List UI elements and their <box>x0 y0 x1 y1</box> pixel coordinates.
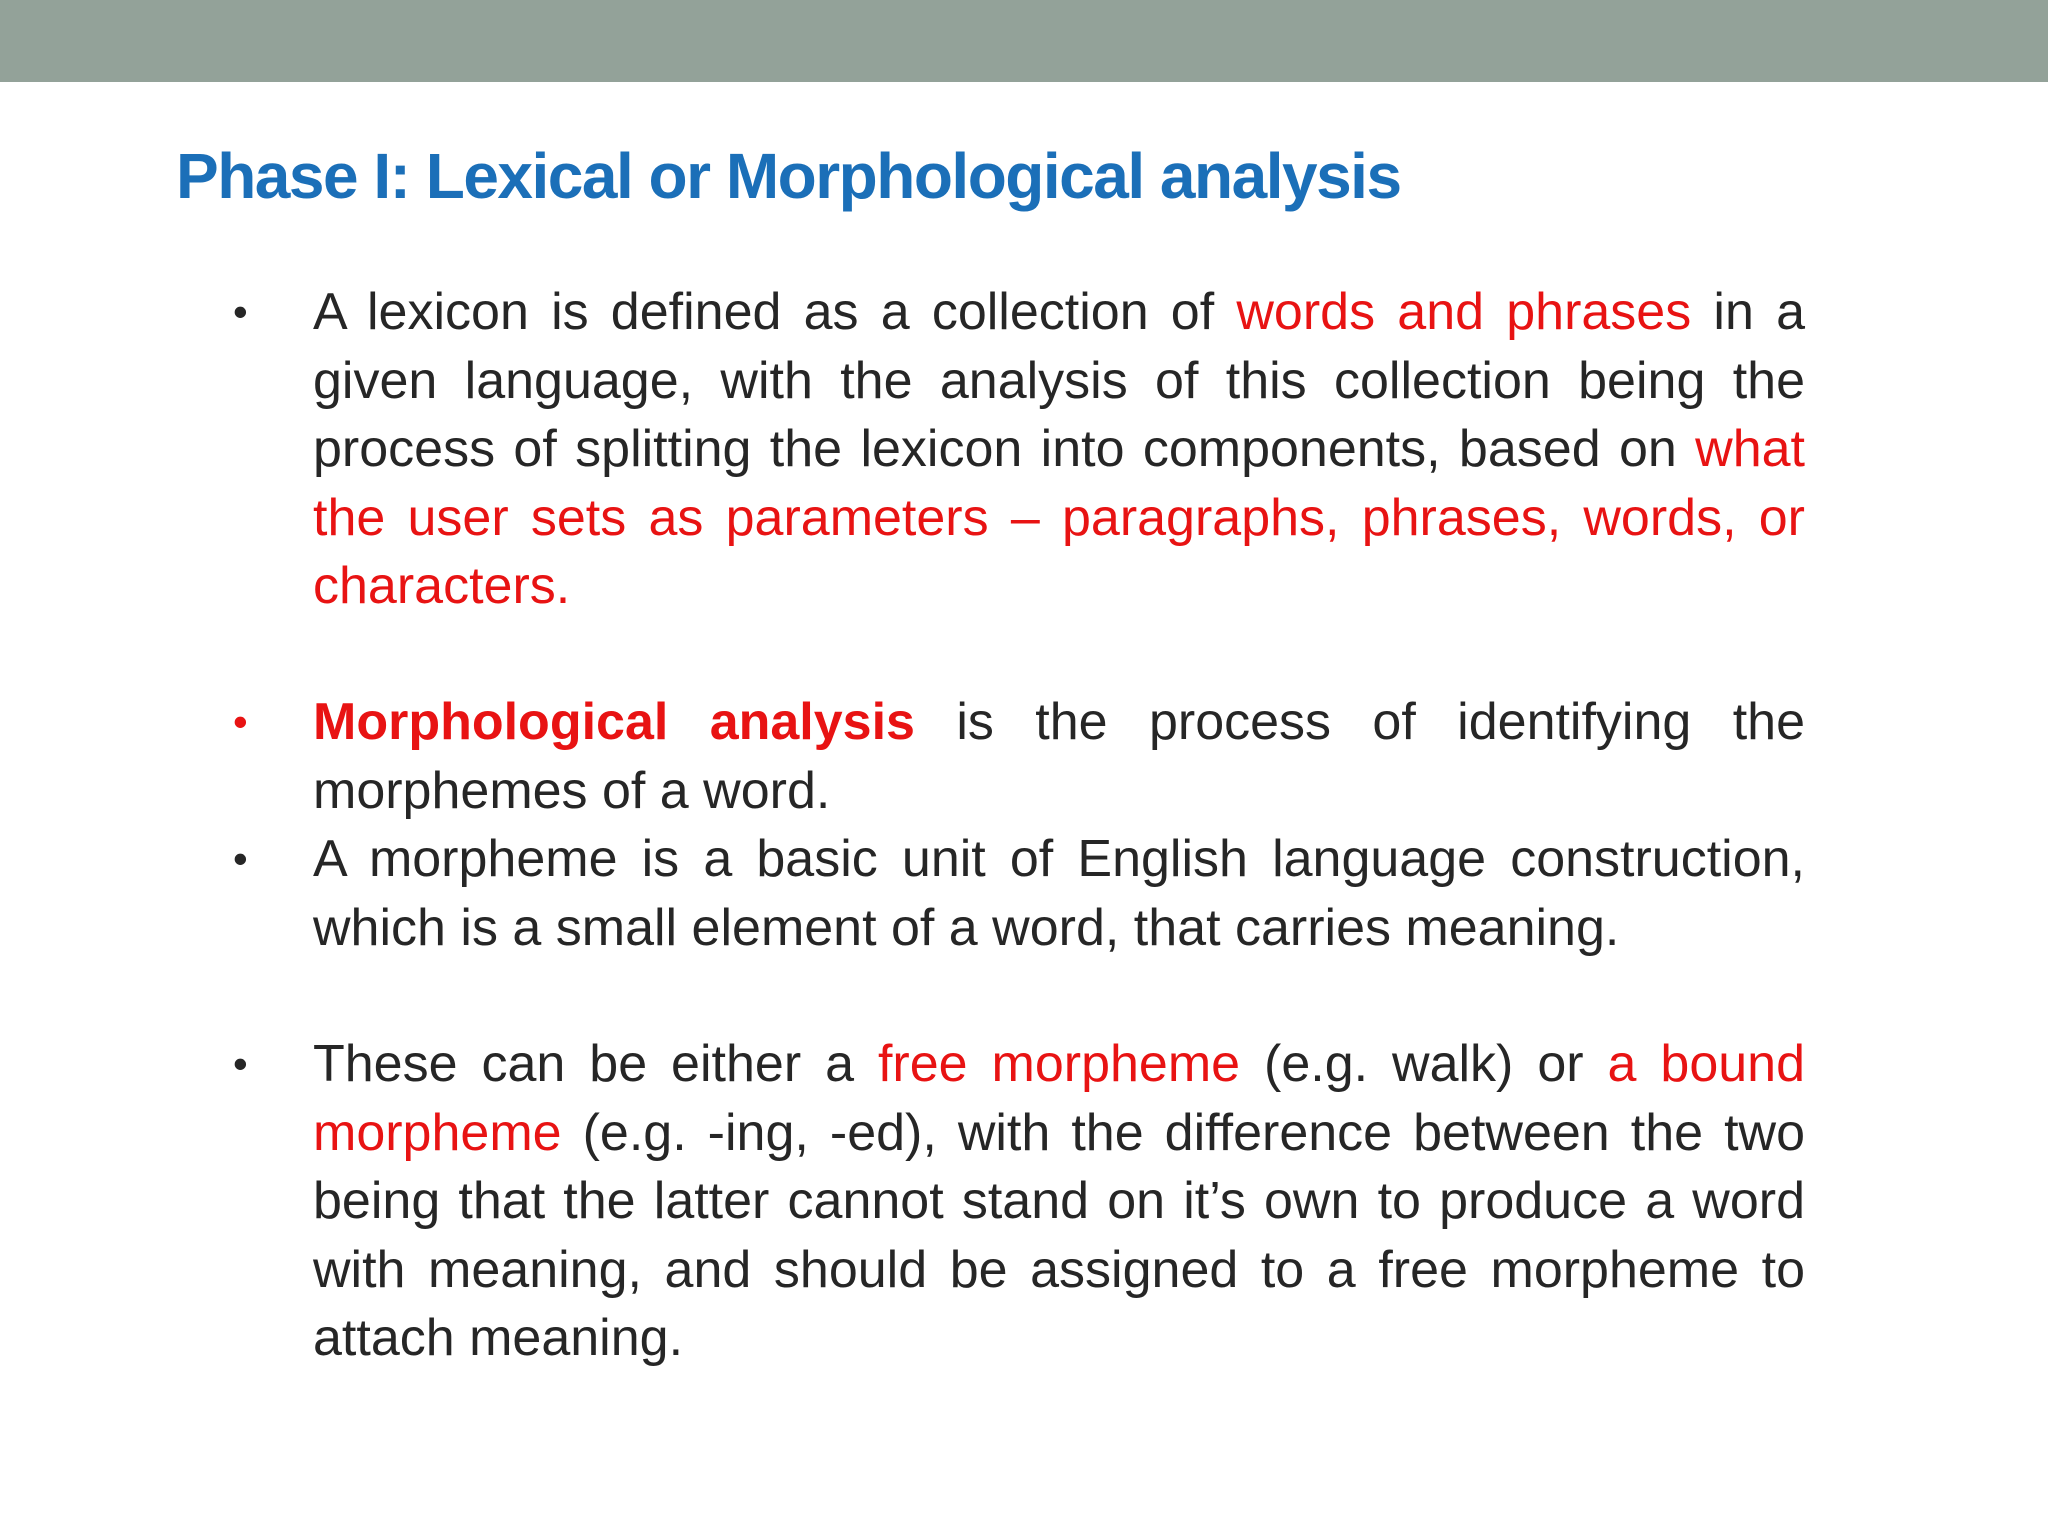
bullet-text: A lexicon is defined as a collection of <box>313 283 1237 341</box>
highlight-term: Morphological analysis <box>313 693 915 751</box>
bullet-marker: • <box>233 835 248 882</box>
bullet-item-free-bound <box>233 1030 1806 1373</box>
bullet-item-morphological-analysis <box>233 688 1805 825</box>
bullet-text: (e.g. walk) or <box>1240 1035 1608 1093</box>
bullet-item-lexicon <box>233 278 1806 621</box>
bullet-marker: • <box>233 288 248 335</box>
highlight-text: free morpheme <box>877 1035 1241 1093</box>
bullet-text: in a given language, with the analysis of this collection being the process of splitting the lexicon into components, based on <box>313 283 1806 478</box>
bullet-item-morpheme <box>233 825 1805 962</box>
slide-title: Phase I: Lexical or Morphological analysis <box>176 140 1401 212</box>
bullet-text: A morpheme is a basic unit of English language construction, which is a small element of a word, that carries meaning. <box>313 830 1805 957</box>
highlight-text: a bound morpheme <box>313 1035 1806 1162</box>
bullet-marker: • <box>233 1040 248 1087</box>
bullet-marker: • <box>233 698 248 745</box>
bullet-text: is the process of identifying the morphemes of a word. <box>313 693 1805 820</box>
top-accent-bar <box>0 0 2048 82</box>
bullet-text: (e.g. -ing, -ed), with the difference between the two being that the latter cannot stand on it’s own to produce a word with meaning, and should be assigned to a free morpheme to attach meaning. <box>313 1103 1805 1367</box>
bullet-text: These can be either a <box>313 1035 878 1093</box>
highlight-text: what the user sets as parameters – paragraphs, phrases, words, or characters. <box>313 420 1805 615</box>
highlight-text: words and phrases <box>1236 283 1692 341</box>
